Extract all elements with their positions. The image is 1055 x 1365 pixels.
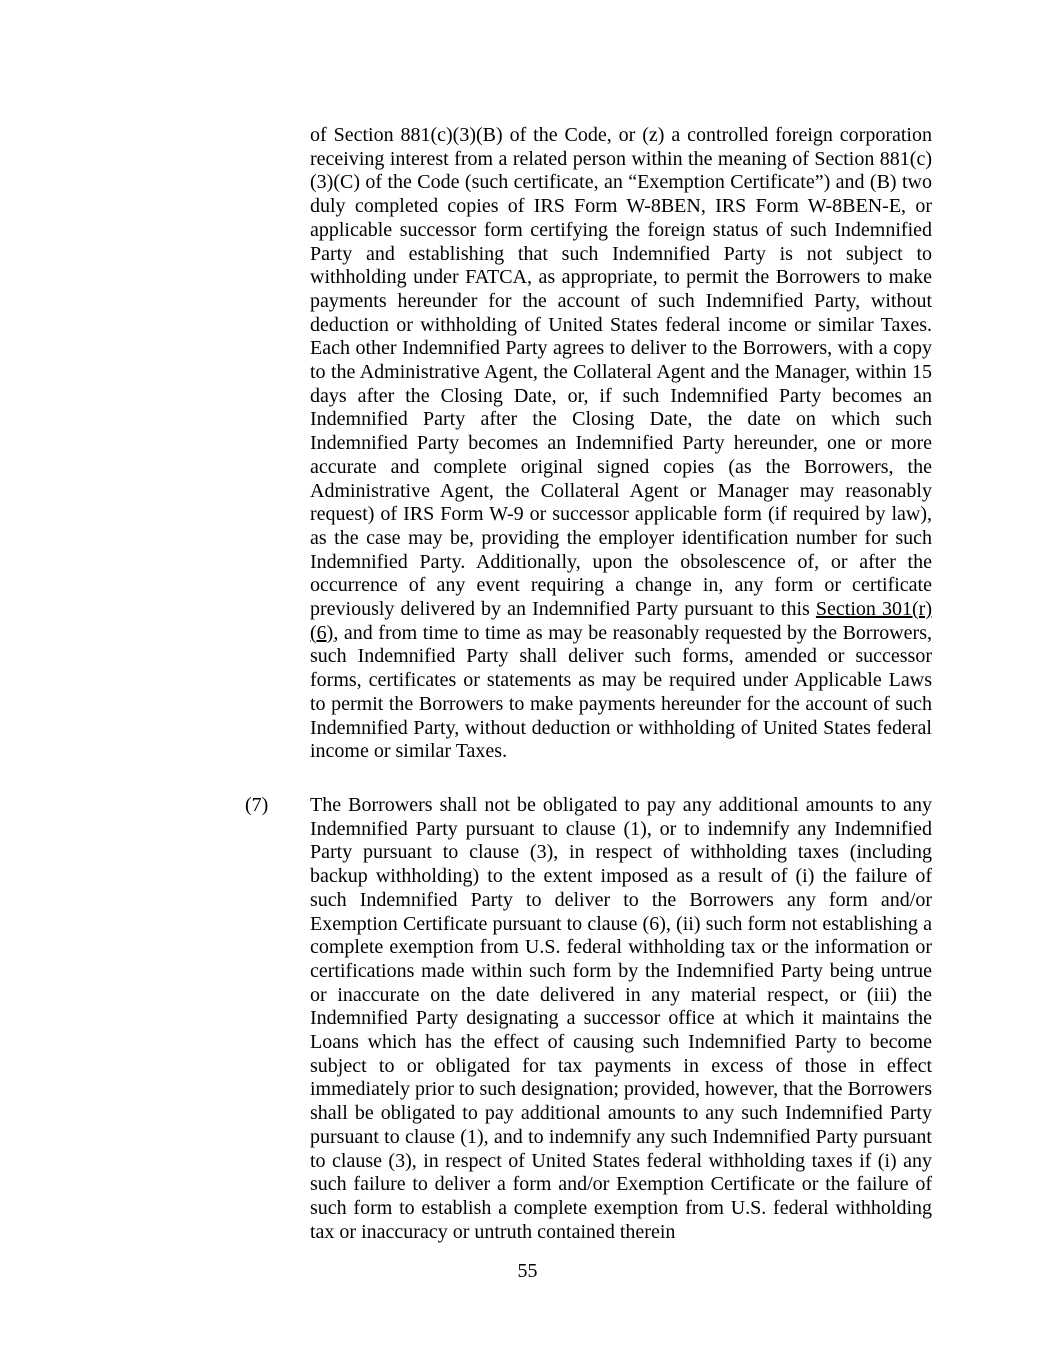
page-body-text — [245, 124, 932, 1244]
page-number: 55 — [517, 1260, 538, 1282]
paragraph-7-body: The Borrowers shall not be obligated to pay any additional amounts to any Indemnified Party pursuant to clause (1), or to indemnify any Indemnified Party pursuant to clause (3), in respect of withholding taxes (including backup withholding) to the extent imposed as a result of (i) the failure of such Indemnified Party to deliver to the Borrowers any form and/or Exemption Certificate pursuant to clause (6), (ii) such form not establishing a complete exemption from U.S. federal withholding tax or the information or certifications made within such form by the Indemnified Party being untrue or inaccurate on the date delivered in any material respect, or (iii) the Indemnified Party designating a successor office at which it maintains the Loans which has the effect of causing such Indemnified Party to become subject to or obligated for tax payments in excess of those in effect immediately prior to such designation; provided, however, that the Borrowers shall be obligated to pay additional amounts to any such Indemnified Party pursuant to clause (1), and to indemnify any such Indemnified Party pursuant to clause (3), in respect of United States federal withholding taxes if (i) any such failure to deliver a form and/or Exemption Certificate or the failure of such form to establish a complete exemption from U.S. federal withholding tax or inaccuracy or untruth contained therein — [310, 793, 932, 1243]
paragraph-text-after-reference: , and from time to time as may be reasonably requested by the Borrowers, such Indemnified Party shall deliver such forms, amended or successor forms, certificates or statements as may be required under Applicable Laws to permit the Borrowers to make payments hereunder for the account of such Indemnified Party, without deduction or withholding of United States federal income or similar Taxes. — [310, 621, 932, 763]
section-reference: Section 301(r)(6) — [310, 598, 932, 644]
paragraph-text-before-reference: of Section 881(c)(3)(B) of the Code, or (z) a controlled foreign corporation receiving interest from a related person within the meaning of Section 881(c)(3)(C) of the Code (such certificate, an “Exemption Certificate”) and (B) two duly completed copies of IRS Form W-8BEN, IRS Form W-8BEN-E, or applicable successor form certifying the foreign status of such Indemnified Party and establishing that such Indemnified Party is not subject to withholding under FATCA, as appropriate, to permit the Borrowers to make payments hereunder for the account of such Indemnified Party, without deduction or withholding of United States federal income or similar Taxes. Each other Indemnified Party agrees to deliver to the Borrowers, with a copy to the Administrative Agent, the Collateral Agent and the Manager, within 15 days after the Closing Date, or, if such Indemnified Party becomes an Indemnified Party after the Closing Date, the date on which such Indemnified Party becomes an Indemnified Party hereunder, one or more accurate and complete original signed copies (as the Borrowers, the Administrative Agent, the Collateral Agent or Manager may reasonably request) of IRS Form W-9 or successor applicable form (if required by law), as the case may be, providing the employer identification number for such Indemnified Party. Additionally, upon the obsolescence of, or after the occurrence of any event requiring a change in, any form or certificate previously delivered by an Indemnified Party pursuant to this — [310, 124, 932, 621]
paragraph-continuation — [310, 124, 932, 764]
paragraph-number: (7) — [245, 793, 269, 816]
paragraph-7 — [245, 794, 932, 1244]
